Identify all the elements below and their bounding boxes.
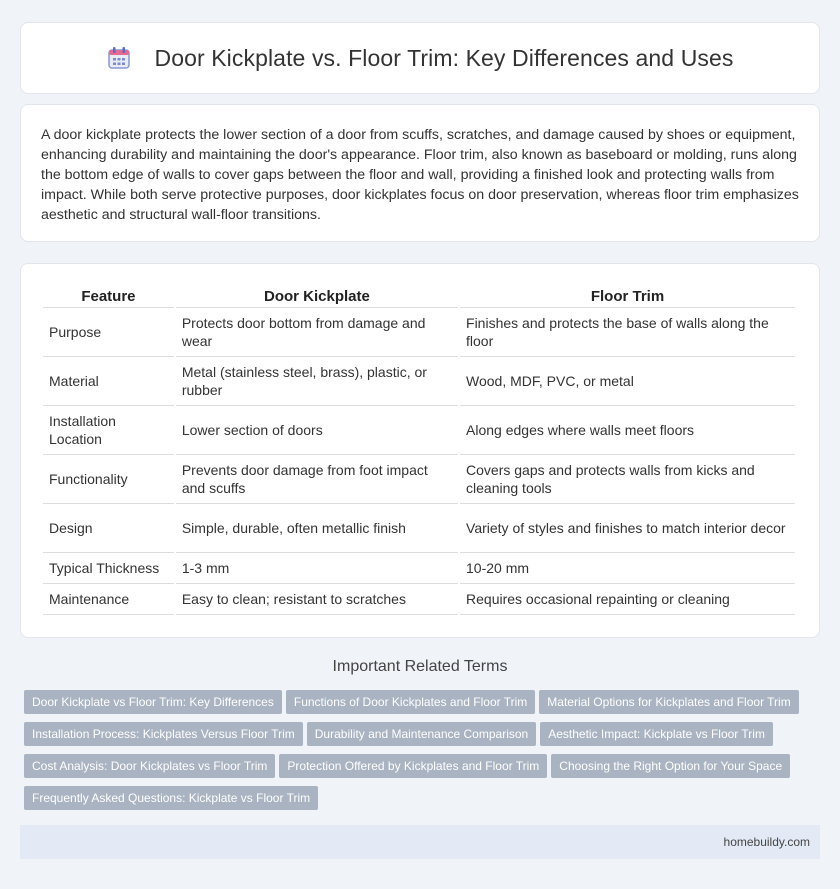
related-term-tag[interactable]: Functions of Door Kickplates and Floor Trim — [286, 690, 535, 714]
table-header-row — [43, 284, 795, 308]
related-term-tag[interactable]: Cost Analysis: Door Kickplates vs Floor Trim — [24, 754, 275, 778]
table-cell: Requires occasional repainting or cleaning — [460, 584, 795, 615]
table-header-cell: Floor Trim — [460, 284, 795, 308]
footer-site-link[interactable]: homebuildy.com — [723, 835, 810, 849]
table-cell: Simple, durable, often metallic finish — [176, 504, 458, 553]
table-cell: Finishes and protects the base of walls along the floor — [460, 308, 795, 357]
page-title: Door Kickplate vs. Floor Trim: Key Differences and Uses — [154, 44, 734, 71]
table-cell: 10-20 mm — [460, 553, 795, 584]
table-cell: Functionality — [43, 455, 174, 504]
table-row — [43, 406, 795, 455]
comparison-table-card — [20, 263, 820, 638]
related-term-tag[interactable]: Installation Process: Kickplates Versus Floor Trim — [24, 722, 303, 746]
table-cell: Protects door bottom from damage and wear — [176, 308, 458, 357]
table-cell: Metal (stainless steel, brass), plastic, or rubber — [176, 357, 458, 406]
table-row — [43, 308, 795, 357]
related-term-tag[interactable]: Durability and Maintenance Comparison — [307, 722, 536, 746]
table-cell: Typical Thickness — [43, 553, 174, 584]
related-term-tag[interactable]: Aesthetic Impact: Kickplate vs Floor Trim — [540, 722, 773, 746]
table-cell: Easy to clean; resistant to scratches — [176, 584, 458, 615]
table-cell: Purpose — [43, 308, 174, 357]
related-terms-title: Important Related Terms — [332, 658, 508, 675]
intro-section — [20, 104, 820, 242]
page-header — [20, 22, 820, 94]
table-cell: Lower section of doors — [176, 406, 458, 455]
table-cell: Covers gaps and protects walls from kicks and cleaning tools — [460, 455, 795, 504]
table-cell: 1-3 mm — [176, 553, 458, 584]
related-term-tag[interactable]: Frequently Asked Questions: Kickplate vs Floor Trim — [24, 786, 318, 810]
table-row — [43, 553, 795, 584]
related-term-tag[interactable]: Choosing the Right Option for Your Space — [551, 754, 790, 778]
related-term-tag[interactable]: Door Kickplate vs Floor Trim: Key Differences — [24, 690, 282, 714]
intro-paragraph: A door kickplate protects the lower section of a door from scuffs, scratches, and damage caused by shoes or equipment, enhancing durability and maintaining the door's appearance. Floor trim, also known as baseboard or molding, runs along the bottom edge of walls to cover gaps between the floor and wall, providing a finished look and protecting walls from impact. While both serve protective purposes, door kickplates focus on door preservation, whereas floor trim emphasizes aesthetic and structural wall-floor transitions. — [41, 127, 799, 223]
page-footer — [20, 825, 820, 859]
table-cell: Wood, MDF, PVC, or metal — [460, 357, 795, 406]
related-term-tag[interactable]: Protection Offered by Kickplates and Floor Trim — [279, 754, 547, 778]
comparison-table — [41, 284, 797, 615]
table-cell: Installation Location — [43, 406, 174, 455]
table-row — [43, 504, 795, 553]
related-term-tag[interactable]: Material Options for Kickplates and Floor Trim — [539, 690, 798, 714]
table-row — [43, 357, 795, 406]
table-row — [43, 584, 795, 615]
table-row — [43, 455, 795, 504]
table-cell: Prevents door damage from foot impact and scuffs — [176, 455, 458, 504]
table-cell: Along edges where walls meet floors — [460, 406, 795, 455]
table-cell: Design — [43, 504, 174, 553]
table-cell: Maintenance — [43, 584, 174, 615]
table-cell: Variety of styles and finishes to match interior decor — [460, 504, 795, 553]
table-header-cell: Feature — [43, 284, 174, 308]
related-terms-list — [24, 690, 814, 818]
calendar-icon — [106, 45, 132, 71]
table-header-cell: Door Kickplate — [176, 284, 458, 308]
table-cell: Material — [43, 357, 174, 406]
